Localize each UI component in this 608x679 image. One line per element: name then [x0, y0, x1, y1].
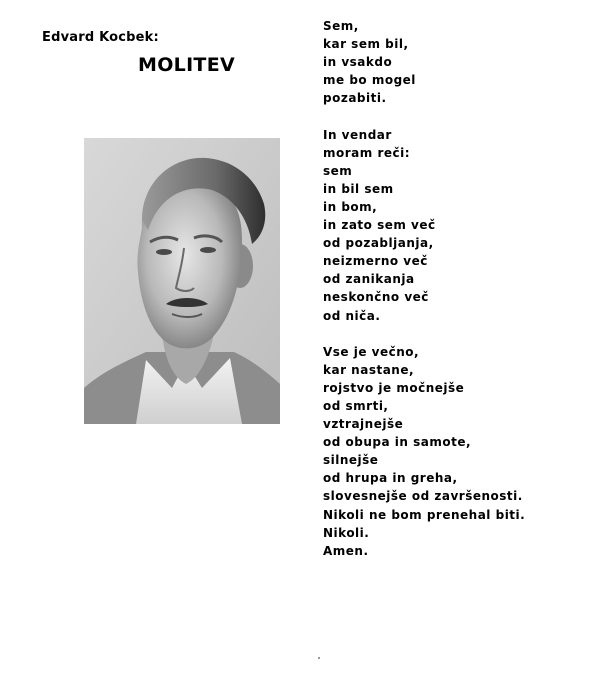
poem-line: slovesnejše od završenosti. — [323, 489, 523, 504]
poem-line: moram reči: — [323, 145, 411, 160]
poem-line: in bom, — [323, 199, 378, 214]
poem-line: vztrajnejše — [323, 417, 404, 432]
author-portrait — [84, 138, 280, 424]
poem-line: neskončno več — [323, 290, 429, 305]
poem-line: neizmerno več — [323, 254, 428, 269]
poem-stanza-1 — [323, 17, 525, 107]
poem-title: MOLITEV — [138, 54, 235, 76]
poem-line: Nikoli ne bom prenehal biti. — [323, 507, 526, 522]
poem-line: od pozabljanja, — [323, 236, 434, 251]
poem-line: in bil sem — [323, 181, 394, 196]
poem-line: rojstvo je močnejše — [323, 380, 465, 395]
author-name: Edvard Kocbek: — [42, 30, 159, 45]
poem-line: od smrti, — [323, 398, 389, 413]
poem-stanza-2 — [323, 126, 525, 325]
poem-line: Vse je večno, — [323, 344, 420, 359]
poem-text — [323, 17, 525, 578]
poem-line: Sem, — [323, 19, 359, 33]
poem-line: in zato sem več — [323, 218, 436, 233]
poem-line: me bo mogel — [323, 73, 416, 88]
poem-line: od hrupa in greha, — [323, 471, 458, 486]
poem-line: In vendar — [323, 127, 392, 142]
poem-line: Amen. — [323, 543, 369, 558]
poem-line: sem — [323, 163, 353, 178]
poem-line: in vsakdo — [323, 55, 393, 70]
poem-line: kar nastane, — [323, 362, 415, 377]
poem-line: od obupa in samote, — [323, 435, 472, 450]
poem-line: silnejše — [323, 453, 379, 468]
poem-line: pozabiti. — [323, 91, 387, 106]
stray-mark — [318, 657, 320, 659]
poem-line: kar sem bil, — [323, 37, 409, 52]
portrait-photo-icon — [84, 138, 280, 424]
poem-line: od zanikanja — [323, 272, 415, 287]
poem-line: od niča. — [323, 308, 381, 323]
poem-line: Nikoli. — [323, 525, 370, 540]
poem-stanza-3 — [323, 343, 525, 560]
